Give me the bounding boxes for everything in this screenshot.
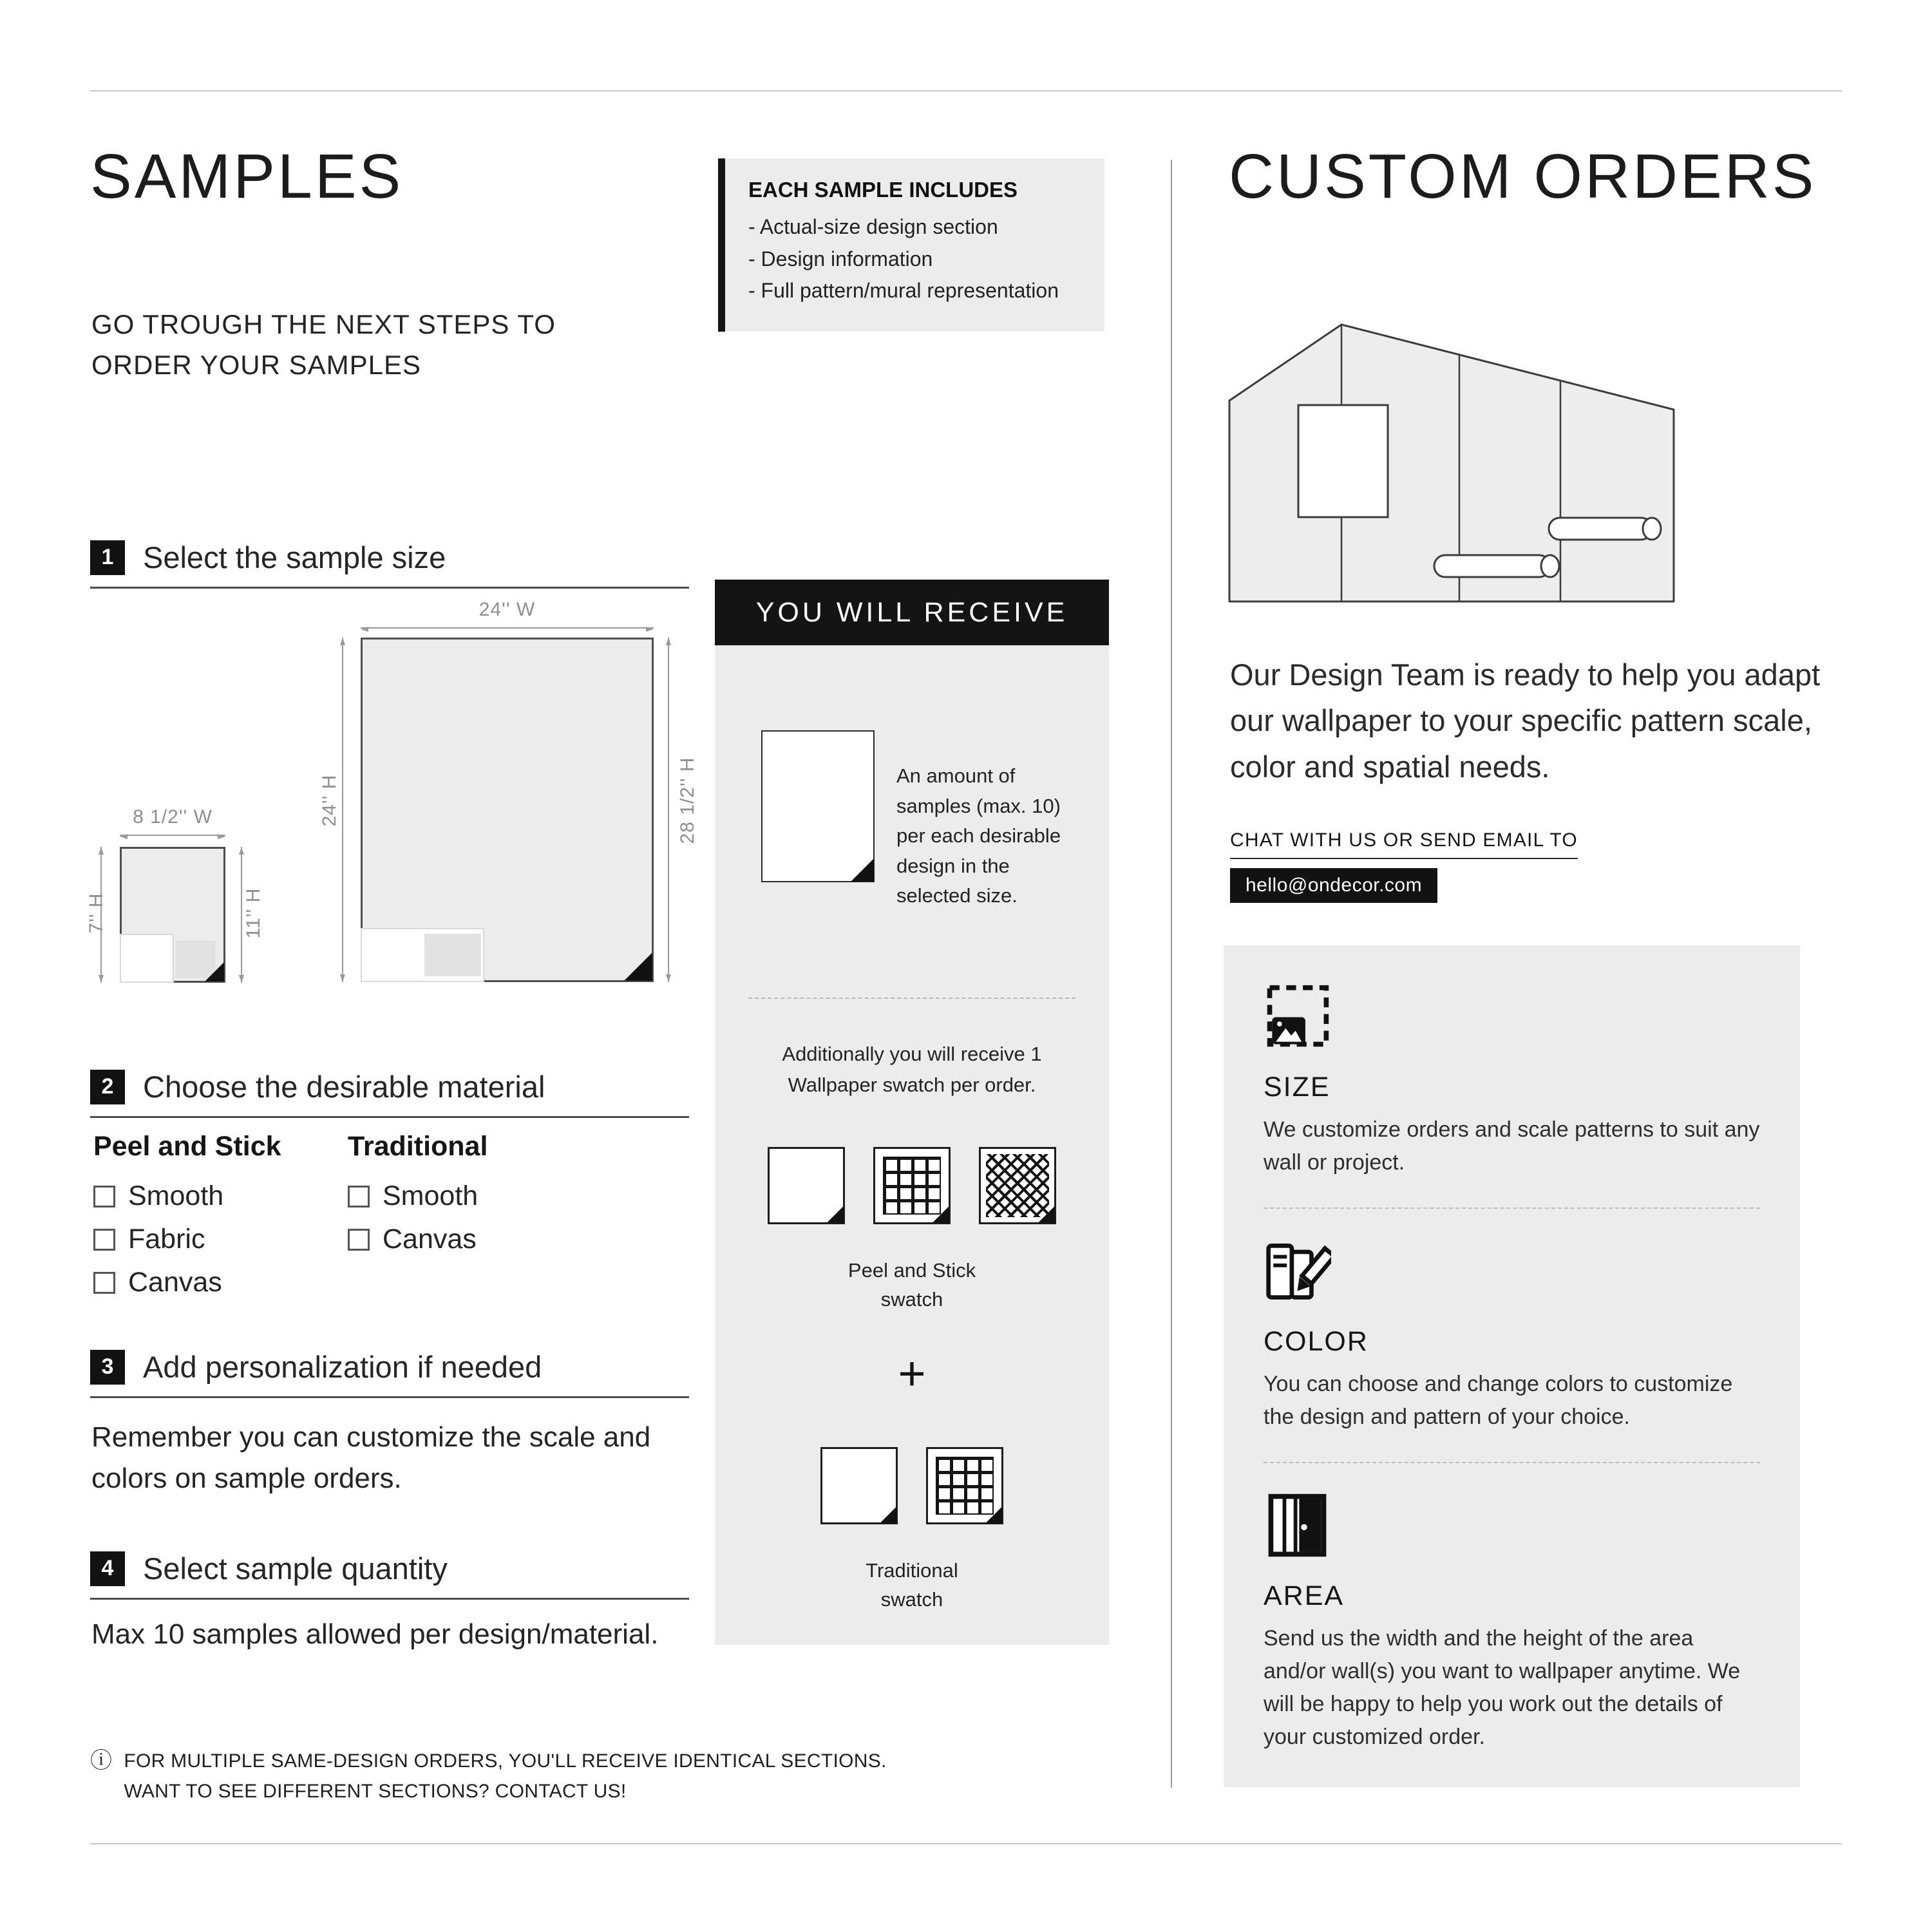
step-3-number: 3 (90, 1350, 125, 1385)
traditional-swatch-label: Traditional swatch (866, 1559, 958, 1611)
step-1-title: Select the sample size (143, 540, 446, 574)
dashed-divider (1264, 1462, 1760, 1463)
swatch-plain-icon (820, 1447, 898, 1524)
step-3-head (90, 1349, 689, 1398)
swatch-grid-icon (926, 1447, 1003, 1524)
feature-size (1264, 983, 1760, 1179)
small-sample-rect (120, 847, 225, 983)
house-icon (1227, 321, 1678, 611)
step-4-title: Select sample quantity (143, 1551, 448, 1586)
checkbox-label: Fabric (128, 1224, 205, 1255)
checkbox-label: Canvas (383, 1224, 477, 1255)
dim-line-85w (120, 835, 225, 836)
checkbox-icon (93, 1272, 115, 1294)
custom-orders-title: CUSTOM ORDERS (1229, 141, 1817, 211)
step-3-title: Add personalization if needed (143, 1350, 542, 1384)
checkbox-traditional-canvas[interactable] (348, 1224, 488, 1255)
sample-includes-item: - Full pattern/mural representation (748, 279, 1059, 303)
area-icon (1264, 1492, 1331, 1559)
feature-color-text: You can choose and change colors to customize the design and pattern of your choice. (1264, 1372, 1733, 1429)
crosshatch-pattern (986, 1154, 1049, 1217)
step-3 (90, 1349, 689, 1398)
size-icon (1264, 983, 1331, 1050)
grid-pattern (883, 1157, 941, 1215)
step-4-number: 4 (90, 1551, 125, 1586)
samples-title: SAMPLES (90, 141, 404, 211)
step-2-head (90, 1069, 689, 1118)
dim-line-24h (342, 638, 343, 982)
step-2-title: Choose the desirable material (143, 1070, 545, 1104)
you-will-receive-panel (715, 645, 1109, 1645)
checkbox-peel-canvas[interactable] (93, 1267, 281, 1298)
house-illustration (1227, 321, 1678, 614)
checkbox-traditional-smooth[interactable] (348, 1180, 488, 1212)
additional-swatch-text: Additionally you will receive 1 Wallpaper swatch per order. (782, 1042, 1042, 1096)
feature-size-text: We customize orders and scale patterns to suit any wall or project. (1264, 1117, 1760, 1175)
checkbox-icon (93, 1229, 115, 1251)
folded-corner (624, 952, 652, 981)
traditional-swatches (741, 1447, 1083, 1524)
feature-color (1264, 1237, 1760, 1434)
material-title: Traditional (348, 1131, 488, 1162)
sample-includes-item: - Design information (748, 247, 933, 270)
material-column-peel-and-stick (93, 1131, 281, 1310)
step-4-head (90, 1551, 689, 1600)
dim-label-24w: 24'' W (478, 599, 536, 620)
folded-corner (880, 1506, 896, 1523)
checkbox-icon (93, 1186, 115, 1208)
checkbox-peel-smooth[interactable] (93, 1180, 281, 1212)
email-badge[interactable]: hello@ondecor.com (1230, 868, 1437, 903)
step-2 (90, 1069, 689, 1118)
dim-label-24h: 24'' H (319, 774, 340, 827)
feature-area (1264, 1492, 1760, 1754)
dashed-divider (1264, 1208, 1760, 1209)
swatch-grid-icon (873, 1147, 951, 1224)
feature-color-name: COLOR (1264, 1326, 1368, 1357)
samples-amount-text: An amount of samples (max. 10) per each desirable design in the selected size. (896, 764, 1061, 907)
grid-pattern (936, 1457, 994, 1515)
folded-corner (827, 1206, 844, 1223)
dim-label-7h: 7'' H (86, 893, 107, 934)
swatch-plain-icon (768, 1147, 845, 1224)
feature-size-name: SIZE (1264, 1072, 1331, 1103)
sample-page-icon (761, 730, 875, 882)
dim-label-28h: 28 1/2'' H (677, 757, 698, 844)
dim-label-85w: 8 1/2'' W (133, 806, 213, 828)
step-4 (90, 1551, 689, 1600)
plus-sign: + (898, 1347, 926, 1401)
sample-includes-item: - Actual-size design section (748, 215, 998, 238)
sample-includes-box (718, 158, 1104, 332)
bottom-rule (90, 1843, 1842, 1844)
checkbox-label: Canvas (128, 1267, 222, 1298)
custom-orders-intro: Our Design Team is ready to help you adapt our wallpaper to your specific pattern scale, color and spatial needs. (1230, 658, 1821, 784)
color-icon (1264, 1237, 1331, 1305)
personalization-note: Remember you can customize the scale and colors on sample orders. (91, 1421, 651, 1494)
materials-section (93, 1131, 692, 1324)
column-divider (1171, 160, 1172, 1788)
checkbox-label: Smooth (128, 1180, 224, 1211)
checkbox-label: Smooth (383, 1180, 478, 1211)
info-icon: ⓘ (90, 1748, 113, 1773)
sample-overlay-swatch (424, 934, 481, 976)
folded-corner (851, 858, 874, 882)
footnote-text: FOR MULTIPLE SAME-DESIGN ORDERS, YOU'LL RECEIVE IDENTICAL SECTIONS. WANT TO SEE DIFFERENT SECTIONS? CONTACT US! (124, 1750, 887, 1802)
material-title: Peel and Stick (93, 1131, 281, 1162)
checkbox-icon (348, 1186, 370, 1208)
top-rule (90, 90, 1842, 91)
dim-line-28h (668, 638, 669, 982)
swatch-crosshatch-icon (979, 1147, 1056, 1224)
feature-area-name: AREA (1264, 1580, 1345, 1611)
footnote (90, 1747, 914, 1806)
you-will-receive-header: YOU WILL RECEIVE (715, 580, 1109, 645)
dim-label-11h: 11'' H (243, 887, 264, 939)
contact-label: CHAT WITH US OR SEND EMAIL TO (1230, 829, 1578, 859)
dim-line-7h (100, 847, 102, 983)
step-1-number: 1 (90, 540, 125, 575)
peel-and-stick-swatch-label: Peel and Stick swatch (848, 1258, 976, 1311)
step-1-head (90, 540, 689, 589)
dashed-divider (748, 998, 1075, 999)
step-1 (90, 540, 689, 589)
custom-orders-features-panel (1224, 945, 1800, 1787)
quantity-note: Max 10 samples allowed per design/material. (91, 1618, 659, 1650)
large-sample-rect (361, 638, 654, 982)
dim-line-11h (241, 847, 242, 983)
feature-area-text: Send us the width and the height of the area and/or wall(s) you want to wallpaper anytime. We will be happy to help you work out the details of your customized order. (1264, 1626, 1741, 1749)
step-2-number: 2 (90, 1070, 125, 1104)
checkbox-icon (348, 1229, 370, 1251)
samples-amount-row (741, 730, 1083, 911)
sample-overlay (120, 934, 174, 983)
samples-intro: GO TROUGH THE NEXT STEPS TO ORDER YOUR SAMPLES (91, 309, 556, 380)
sample-includes-title: EACH SAMPLE INCLUDES (748, 178, 1018, 202)
checkbox-peel-fabric[interactable] (93, 1224, 281, 1255)
material-column-traditional (348, 1131, 488, 1267)
sample-overlay-swatch (176, 941, 216, 978)
dim-line-24w (361, 627, 654, 629)
peel-and-stick-swatches (741, 1147, 1083, 1224)
